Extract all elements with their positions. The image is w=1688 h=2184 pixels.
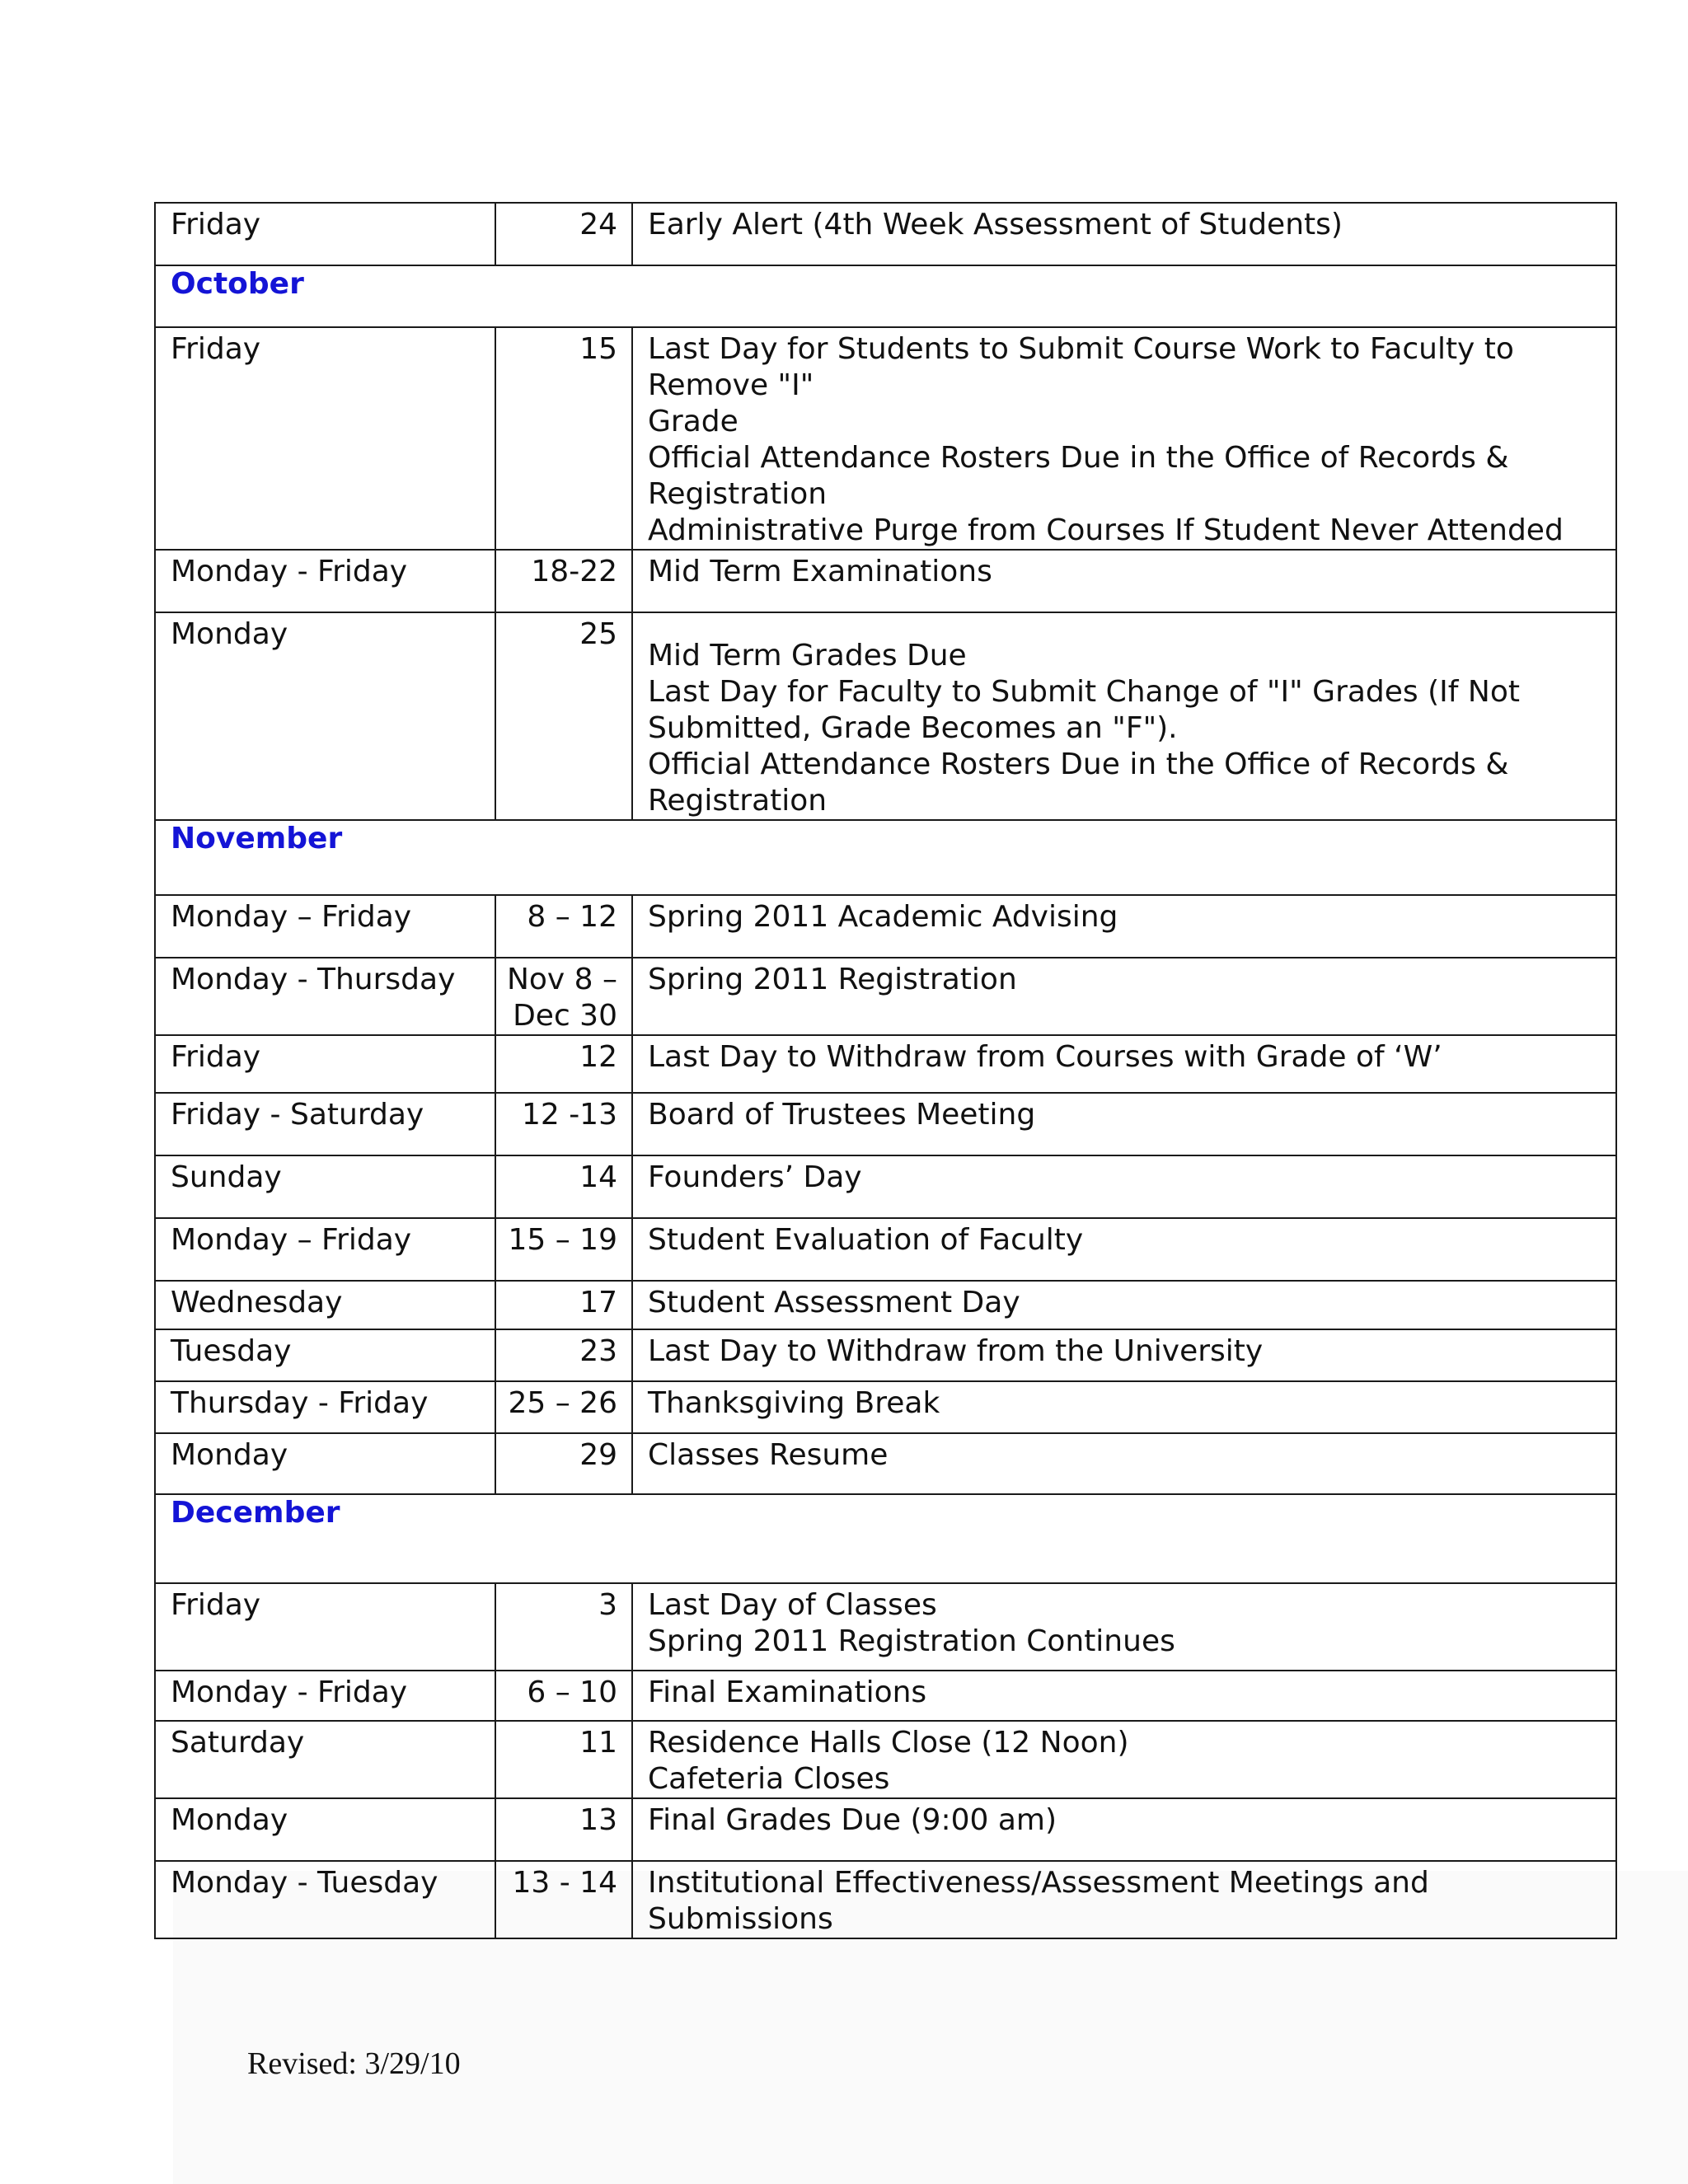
table-row bbox=[155, 203, 1616, 265]
date-cell: 17 bbox=[495, 1281, 632, 1329]
date-cell: 29 bbox=[495, 1433, 632, 1494]
event-cell bbox=[632, 1721, 1616, 1798]
event-line: Board of Trustees Meeting bbox=[648, 1098, 1036, 1132]
table-row bbox=[155, 1861, 1616, 1938]
date-cell: 11 bbox=[495, 1721, 632, 1798]
event-line: Official Attendance Rosters Due in the Office of Records & Registration bbox=[648, 748, 1509, 818]
day-cell: Friday bbox=[155, 327, 495, 550]
event-cell bbox=[632, 1671, 1616, 1721]
event-line: Administrative Purge from Courses If Student Never Attended bbox=[648, 513, 1564, 547]
event-line: Spring 2011 Registration Continues bbox=[648, 1624, 1175, 1658]
event-line: Thanksgiving Break bbox=[648, 1386, 940, 1420]
table-row bbox=[155, 1035, 1616, 1093]
event-line: Official Attendance Rosters Due in the Office of Records & bbox=[648, 441, 1509, 475]
event-cell bbox=[632, 1155, 1616, 1218]
day-cell: Friday bbox=[155, 1583, 495, 1671]
date-cell: 25 bbox=[495, 612, 632, 820]
revised-date: Revised: 3/29/10 bbox=[247, 2046, 461, 2081]
month-title-october: October bbox=[155, 265, 1616, 327]
event-cell bbox=[632, 1093, 1616, 1155]
date-cell: 13 bbox=[495, 1798, 632, 1861]
event-cell bbox=[632, 1583, 1616, 1671]
event-cell bbox=[632, 550, 1616, 612]
event-cell bbox=[632, 1798, 1616, 1861]
event-cell bbox=[632, 1035, 1616, 1093]
table-row bbox=[155, 895, 1616, 958]
month-title-november: November bbox=[155, 820, 1616, 895]
day-cell: Thursday - Friday bbox=[155, 1381, 495, 1433]
day-cell: Sunday bbox=[155, 1155, 495, 1218]
event-cell bbox=[632, 1281, 1616, 1329]
month-title-december: December bbox=[155, 1494, 1616, 1583]
table-row bbox=[155, 1329, 1616, 1381]
table-row bbox=[155, 1671, 1616, 1721]
table-row bbox=[155, 1798, 1616, 1861]
event-cell bbox=[632, 327, 1616, 550]
date-cell bbox=[495, 958, 632, 1035]
table-row bbox=[155, 1218, 1616, 1281]
event-cell bbox=[632, 1329, 1616, 1381]
day-cell: Monday - Friday bbox=[155, 1671, 495, 1721]
day-cell: Monday bbox=[155, 1798, 495, 1861]
event-line: Residence Halls Close (12 Noon) bbox=[648, 1726, 1129, 1760]
day-cell: Monday - Tuesday bbox=[155, 1861, 495, 1938]
table-row bbox=[155, 550, 1616, 612]
event-line: Cafeteria Closes bbox=[648, 1762, 890, 1796]
event-line: Student Evaluation of Faculty bbox=[648, 1223, 1084, 1257]
month-header-row bbox=[155, 265, 1616, 327]
event-cell bbox=[632, 895, 1616, 958]
day-cell: Monday - Thursday bbox=[155, 958, 495, 1035]
event-line: Classes Resume bbox=[648, 1438, 889, 1472]
table-row bbox=[155, 1433, 1616, 1494]
event-line: Final Examinations bbox=[648, 1675, 927, 1709]
event-cell bbox=[632, 1381, 1616, 1433]
event-line: Registration bbox=[648, 477, 828, 511]
event-cell bbox=[632, 1218, 1616, 1281]
day-cell: Monday – Friday bbox=[155, 1218, 495, 1281]
academic-calendar-table bbox=[154, 202, 1617, 1939]
date-cell: 14 bbox=[495, 1155, 632, 1218]
date-cell: 23 bbox=[495, 1329, 632, 1381]
event-line: Final Grades Due (9:00 am) bbox=[648, 1803, 1057, 1837]
event-line: Grade bbox=[648, 405, 738, 438]
day-cell: Monday – Friday bbox=[155, 895, 495, 958]
event-line: Founders’ Day bbox=[648, 1160, 862, 1194]
event-line: Submitted, Grade Becomes an "F"). bbox=[648, 711, 1178, 745]
day-cell: Friday bbox=[155, 203, 495, 265]
event-line: Spring 2011 Registration bbox=[648, 963, 1017, 996]
date-cell: 12 bbox=[495, 1035, 632, 1093]
event-line: Institutional Effectiveness/Assessment Meetings and Submissions bbox=[648, 1866, 1429, 1936]
day-cell: Friday - Saturday bbox=[155, 1093, 495, 1155]
date-cell: 12 -13 bbox=[495, 1093, 632, 1155]
day-cell: Wednesday bbox=[155, 1281, 495, 1329]
event-line: Last Day for Students to Submit Course Work to Faculty to Remove "I" bbox=[648, 332, 1514, 402]
event-line: Early Alert (4th Week Assessment of Students) bbox=[648, 208, 1343, 241]
event-line: Mid Term Examinations bbox=[648, 555, 992, 588]
day-cell: Friday bbox=[155, 1035, 495, 1093]
date-cell: 18-22 bbox=[495, 550, 632, 612]
event-line: Mid Term Grades Due bbox=[648, 639, 967, 673]
table-row bbox=[155, 612, 1616, 820]
table-row bbox=[155, 1381, 1616, 1433]
date-cell: 15 bbox=[495, 327, 632, 550]
day-cell: Monday bbox=[155, 1433, 495, 1494]
table-row bbox=[155, 958, 1616, 1035]
date-cell: 13 - 14 bbox=[495, 1861, 632, 1938]
event-cell bbox=[632, 612, 1616, 820]
table-row bbox=[155, 1721, 1616, 1798]
table-row bbox=[155, 1583, 1616, 1671]
event-line: Last Day for Faculty to Submit Change of "I" Grades (If Not bbox=[648, 675, 1520, 709]
table-row bbox=[155, 1155, 1616, 1218]
month-header-row bbox=[155, 820, 1616, 895]
day-cell: Monday - Friday bbox=[155, 550, 495, 612]
date-cell: 8 – 12 bbox=[495, 895, 632, 958]
event-line: Last Day of Classes bbox=[648, 1588, 937, 1622]
table-row bbox=[155, 1281, 1616, 1329]
day-cell: Saturday bbox=[155, 1721, 495, 1798]
event-line: Last Day to Withdraw from the University bbox=[648, 1334, 1264, 1368]
day-cell: Monday bbox=[155, 612, 495, 820]
date-cell: 24 bbox=[495, 203, 632, 265]
date-cell: 15 – 19 bbox=[495, 1218, 632, 1281]
event-line: Student Assessment Day bbox=[648, 1286, 1020, 1319]
event-line: Spring 2011 Academic Advising bbox=[648, 900, 1118, 934]
day-cell: Tuesday bbox=[155, 1329, 495, 1381]
date-line: Nov 8 – bbox=[506, 963, 617, 996]
event-cell bbox=[632, 958, 1616, 1035]
event-line: Last Day to Withdraw from Courses with Grade of ‘W’ bbox=[648, 1040, 1442, 1074]
month-header-row bbox=[155, 1494, 1616, 1583]
event-cell bbox=[632, 203, 1616, 265]
event-cell bbox=[632, 1861, 1616, 1938]
date-cell: 25 – 26 bbox=[495, 1381, 632, 1433]
event-cell bbox=[632, 1433, 1616, 1494]
date-cell: 6 – 10 bbox=[495, 1671, 632, 1721]
date-line: Dec 30 bbox=[513, 999, 617, 1033]
date-cell: 3 bbox=[495, 1583, 632, 1671]
table-row bbox=[155, 1093, 1616, 1155]
table-row bbox=[155, 327, 1616, 550]
